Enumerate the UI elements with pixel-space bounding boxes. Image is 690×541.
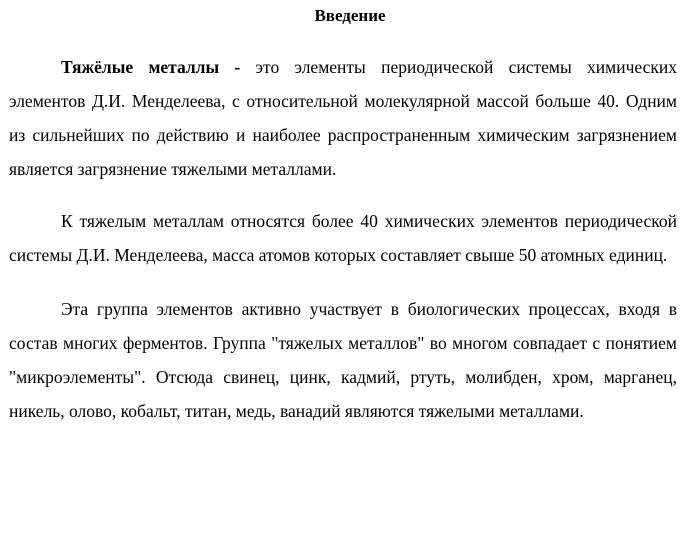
paragraph-biological-role: Эта группа элементов активно участвует в биологических процессах, входя в состав многих ферментов. Группа "тяжелых металлов" во многом совпадает с понятием "микроэлементы". Отсюда свинец, цинк, кадмий, ртуть, молибден, хром, марганец, никель, олово, кобальт, титан, медь, ванадий являются тяжелыми металлами. bbox=[9, 299, 677, 421]
term-heavy-metals: Тяжёлые металлы - bbox=[61, 57, 241, 77]
paragraph-definition bbox=[9, 50, 677, 186]
document-page bbox=[9, 0, 677, 428]
paragraph-definition-text: это элементы периодической системы химических элементов Д.И. Менделеева, с относительной молекулярной массой больше 40. Одним из сильнейших по действию и наиболее распространенным химическим загрязнением является загрязнение тяжелыми металлами. bbox=[9, 57, 677, 179]
document-title: Введение bbox=[314, 6, 386, 25]
paragraph-classification: К тяжелым металлам относятся более 40 химических элементов периодической системы Д.И. Менделеева, масса атомов которых составляет свыше 50 атомных единиц. bbox=[9, 211, 677, 265]
